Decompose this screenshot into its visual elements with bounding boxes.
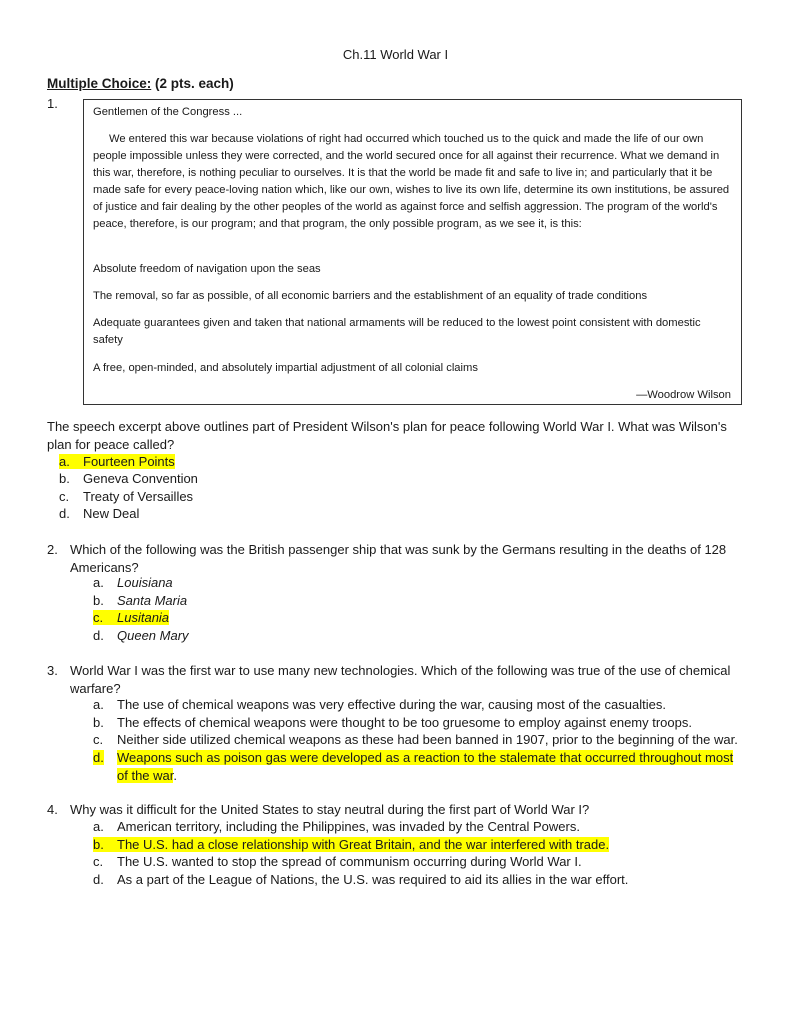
q4-option-a-letter: a.: [93, 819, 104, 834]
q3-option-d-text: Weapons such as poison gas were developed as a reaction to the stalemate that occurred throughout most of the war: [117, 750, 734, 783]
q2-option-c-text: Lusitania: [117, 610, 170, 625]
q3-option-d[interactable]: [93, 749, 743, 784]
q2-option-a-text: Louisiana: [117, 575, 173, 590]
q1-option-a[interactable]: [59, 453, 175, 471]
section-heading: [47, 76, 234, 91]
q4-option-b[interactable]: [93, 836, 609, 854]
q3-option-b[interactable]: [93, 714, 692, 732]
heading-points: (2 pts. each): [151, 76, 234, 91]
q1-option-a-text: Fourteen Points: [83, 454, 175, 469]
q4-option-d-text: As a part of the League of Nations, the U.S. was required to aid its allies in the war effort.: [117, 872, 629, 887]
q2-option-a-letter: a.: [93, 575, 104, 590]
question-2-number: 2.: [47, 542, 58, 557]
q1-option-c-letter: c.: [59, 489, 70, 504]
quote-point-4: A free, open-minded, and absolutely impartial adjustment of all colonial claims: [93, 362, 478, 374]
q2-option-d-letter: d.: [93, 628, 104, 643]
q1-option-d[interactable]: [59, 505, 139, 523]
q1-option-d-letter: d.: [59, 506, 70, 521]
q2-option-c-letter: c.: [93, 610, 104, 625]
q1-option-d-text: New Deal: [83, 506, 140, 521]
heading-label: Multiple Choice:: [47, 76, 152, 91]
q1-option-b-text: Geneva Convention: [83, 471, 198, 486]
q4-option-a-text: American territory, including the Philippines, was invaded by the Central Powers.: [117, 819, 580, 834]
q1-option-c-text: Treaty of Versailles: [83, 489, 194, 504]
quote-point-3: Adequate guarantees given and taken that national armaments will be reduced to the lowest point consistent with domestic safety: [93, 317, 701, 346]
question-4-number: 4.: [47, 802, 58, 817]
q1-option-c[interactable]: [59, 488, 193, 506]
q1-option-a-letter: a.: [59, 454, 70, 469]
q1-option-b-letter: b.: [59, 471, 70, 486]
q3-option-d-letter: d.: [93, 750, 104, 765]
q2-option-d-text: Queen Mary: [117, 628, 189, 643]
q4-option-a[interactable]: [93, 818, 580, 836]
quote-paragraph-main: We entered this war because violations of right had occurred which touched us to the quick and made the life of our own people impossible unless they were corrected, and the world secured once for all against their recurrence. What we demand in this war, therefore, is nothing peculiar to ourselves. It is that the world be made fit and safe to live in; and particularly that it be made safe for every peace-loving nation which, like our own, wishes to live its own life, determine its own institutions, be assured of justice and fair dealing by the other peoples of the world as against force and selfish aggression. The program of the world's peace, therefore, is our program; and that program, the only possible program, as we see it, is this:: [93, 133, 730, 230]
q4-option-c[interactable]: [93, 853, 582, 871]
page-title: Ch.11 World War I: [342, 47, 449, 62]
quote-point-1: Absolute freedom of navigation upon the seas: [93, 263, 321, 275]
quote-box: [83, 99, 742, 405]
q3-option-c[interactable]: [93, 731, 738, 749]
q2-option-b-letter: b.: [93, 593, 104, 608]
q4-option-b-letter: b.: [93, 837, 104, 852]
q2-option-b[interactable]: [93, 592, 187, 610]
question-3-number: 3.: [47, 663, 58, 678]
q2-option-b-text: Santa Maria: [117, 593, 188, 608]
question-4-stem: Why was it difficult for the United States to stay neutral during the first part of World War I?: [70, 802, 590, 817]
q1-option-b[interactable]: [59, 470, 198, 488]
q3-option-d-tail: .: [173, 767, 177, 783]
q4-option-d-letter: d.: [93, 872, 104, 887]
question-2-stem: Which of the following was the British passenger ship that was sunk by the Germans resulting in the deaths of 128 Americans?: [70, 542, 727, 575]
q4-option-b-text: The U.S. had a close relationship with Great Britain, and the war interfered with trade.: [117, 837, 610, 852]
quote-point-2: The removal, so far as possible, of all economic barriers and the establishment of an equality of trade conditions: [93, 290, 648, 302]
q4-option-d[interactable]: [93, 871, 628, 889]
q3-option-c-letter: c.: [93, 732, 104, 747]
q4-option-c-letter: c.: [93, 854, 104, 869]
q3-option-c-text: Neither side utilized chemical weapons as these had been banned in 1907, prior to the beginning of the war.: [117, 732, 738, 747]
question-1-stem: The speech excerpt above outlines part of President Wilson's plan for peace following World War I. What was Wilson's plan for peace called?: [47, 419, 727, 452]
q2-option-d[interactable]: [93, 627, 189, 645]
q4-option-c-text: The U.S. wanted to stop the spread of communism occurring during World War I.: [117, 854, 582, 869]
q2-option-a[interactable]: [93, 574, 173, 592]
quote-attribution: —Woodrow Wilson: [636, 389, 731, 401]
q3-option-a[interactable]: [93, 696, 666, 714]
q3-option-a-text: The use of chemical weapons was very effective during the war, causing most of the casualties.: [117, 697, 666, 712]
q2-option-c[interactable]: [93, 609, 169, 627]
q3-option-b-text: The effects of chemical weapons were thought to be too gruesome to employ against enemy troops.: [117, 715, 692, 730]
question-1-number: 1.: [47, 96, 58, 111]
question-3-stem: World War I was the first war to use many new technologies. Which of the following was true of the use of chemical warfare?: [70, 663, 731, 696]
q3-option-b-letter: b.: [93, 715, 104, 730]
q3-option-a-letter: a.: [93, 697, 104, 712]
quote-greeting: Gentlemen of the Congress ...: [93, 106, 243, 118]
